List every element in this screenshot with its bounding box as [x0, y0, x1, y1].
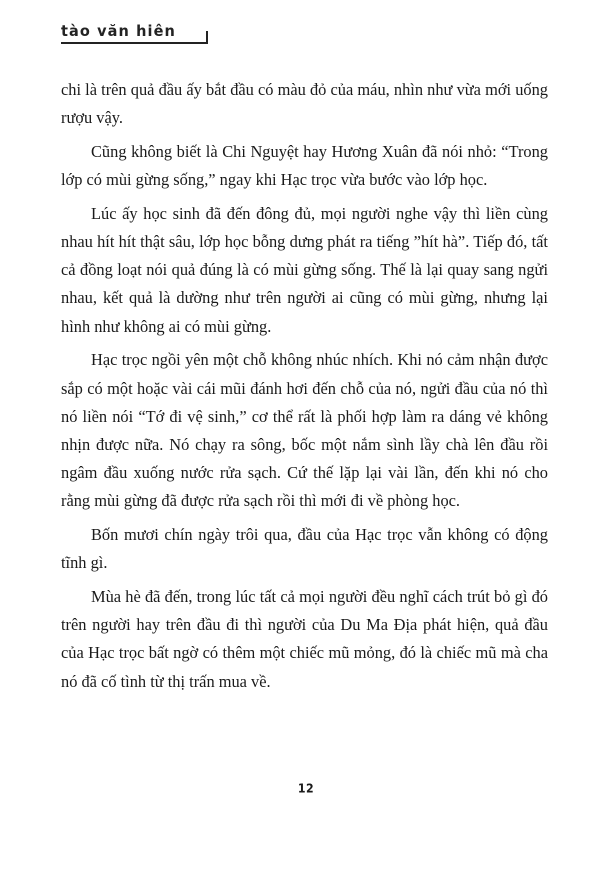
running-header — [61, 22, 211, 48]
paragraph: Mùa hè đã đến, trong lúc tất cả mọi người đều nghĩ cách trút bỏ gì đó trên người hay trên đầu đi thì người của Du Ma Địa phát hiện, quả đầu của Hạc trọc bất ngờ có thêm một chiếc mũ mỏng, đó là chiếc mũ mà cha nó đã cố tình từ thị trấn mua về. — [61, 586, 548, 691]
header-rule-end-tick — [206, 31, 208, 43]
paragraph: Lúc ấy học sinh đã đến đông đủ, mọi người nghe vậy thì liền cùng nhau hít hít thật sâu, lớp học bỗng dưng phát ra tiếng ”hít hà”. Tiếp đó, tất cả đồng loạt nói quả đúng là có mùi gừng sống. Thế là lại quay sang ngửi nhau, kết quả là dường như trên người ai cũng có mùi gừng, nhưng lại hình như không ai có mùi gừng. — [61, 203, 548, 336]
paragraph: chi là trên quả đầu ấy bắt đầu có màu đỏ của máu, nhìn như vừa mới uống rượu vậy. — [61, 80, 548, 128]
paragraph: Cũng không biết là Chi Nguyệt hay Hương Xuân đã nói nhỏ: “Trong lớp có mùi gừng sống,” ngay khi Hạc trọc vừa bước vào lớp học. — [61, 141, 548, 190]
paragraph: Hạc trọc ngồi yên một chỗ không nhúc nhích. Khi nó cảm nhận được sắp có một hoặc vài cái mũi đánh hơi đến chỗ của nó, ngửi đầu của nó thì nó liền nói “Tớ đi vệ sinh,” cơ thể rất là phối hợp làm ra dáng vẻ không nhịn được nữa. Nó chạy ra sông, bốc một nắm sình lầy chà lên đầu rồi ngâm đầu xuống nước rửa sạch. Cứ thế lặp lại vài lần, đến khi nó cho rằng mùi gừng đã được rửa sạch rồi thì mới đi về phòng học. — [61, 350, 548, 511]
header-underline-rule — [61, 42, 208, 44]
page-body — [61, 76, 548, 701]
paragraph: Bốn mươi chín ngày trôi qua, đầu của Hạc trọc vẫn không có động tĩnh gì. — [61, 525, 548, 573]
running-header-title: tào văn hiên — [61, 23, 176, 41]
page-number: 12 — [297, 781, 315, 796]
